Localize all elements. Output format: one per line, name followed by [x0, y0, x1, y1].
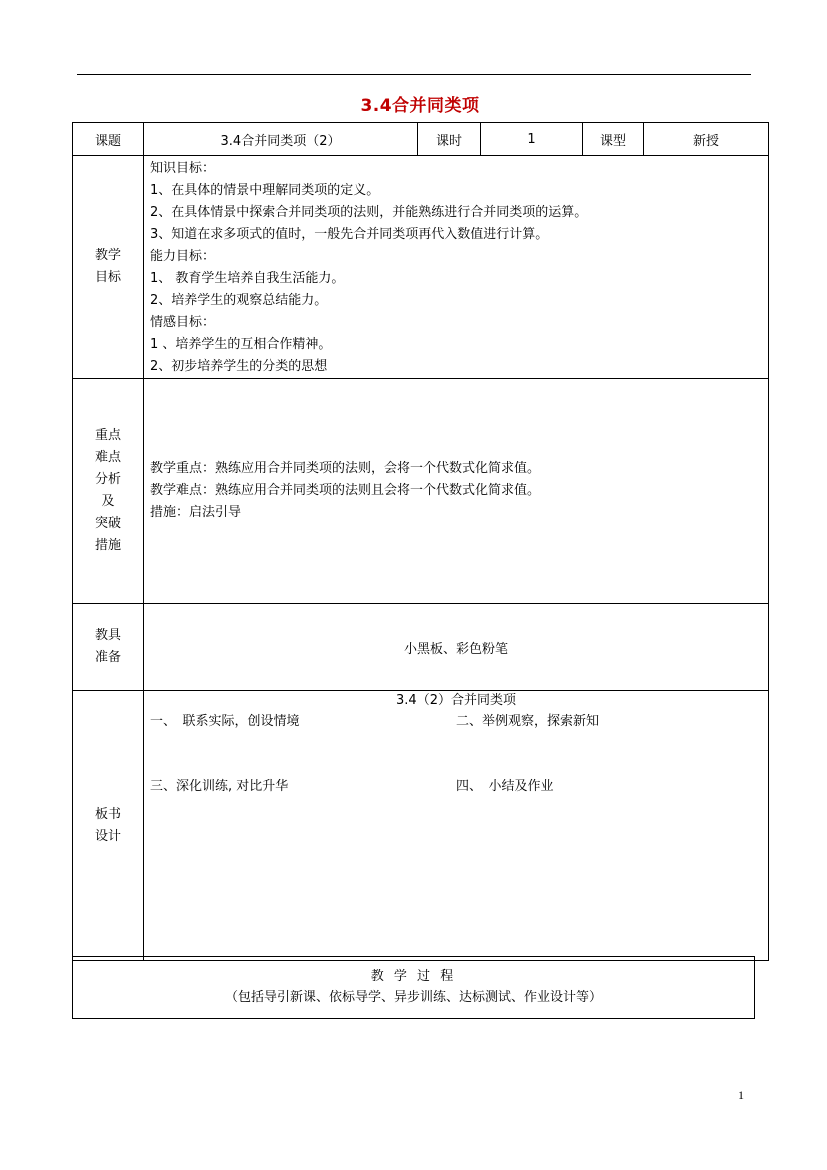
objective-line: 2、初步培养学生的分类的思想 [150, 359, 328, 374]
topic-value: 3.4合并同类项（2） [144, 123, 418, 156]
topic-label: 课题 [73, 123, 144, 156]
board-item: 二、举例观察，探索新知 [456, 714, 600, 729]
page-number: 1 [738, 1088, 744, 1102]
process-subheading: （包括导引新课、依标导学、异步训练、达标测试、作业设计等） [224, 990, 602, 1005]
board-item: 三、深化训练, 对比升华 [150, 779, 289, 794]
objective-line: 能力目标： [150, 249, 216, 264]
key-points-content [144, 379, 769, 604]
tools-label: 教具 准备 [73, 604, 144, 691]
board-content [144, 691, 769, 961]
key-points-row [73, 379, 769, 604]
objectives-content [144, 156, 769, 379]
hours-label: 课时 [418, 123, 481, 156]
objective-line: 3、知道在求多项式的值时，一般先合并同类项再代入数值进行计算。 [150, 227, 549, 242]
objective-line: 1 、培养学生的互相合作精神。 [150, 337, 332, 352]
objective-line: 1、在具体的情景中理解同类项的定义。 [150, 183, 380, 198]
objective-line: 情感目标： [150, 315, 216, 330]
tools-value: 小黑板、彩色粉笔 [144, 604, 769, 691]
board-row [73, 691, 769, 961]
board-item: 一、 联系实际，创设情境 [150, 714, 300, 729]
objective-line: 1、 教育学生培养自我生活能力。 [150, 271, 345, 286]
hours-value: 1 [481, 123, 583, 156]
board-item: 四、 小结及作业 [456, 779, 554, 794]
type-value: 新授 [644, 123, 769, 156]
board-heading: 3.4（2）合并同类项 [396, 693, 516, 708]
header-rule [77, 74, 751, 75]
teaching-process-box [72, 956, 755, 1019]
key-point-line: 教学难点：熟练应用合并同类项的法则且会将一个代数式化简求值。 [150, 483, 541, 498]
type-label: 课型 [583, 123, 644, 156]
document-title: 3.4合并同类项 [360, 96, 480, 116]
header-row [73, 123, 769, 156]
lesson-plan-table [72, 122, 769, 961]
tools-row [73, 604, 769, 691]
board-label: 板书 设计 [73, 691, 144, 961]
objective-line: 知识目标： [150, 161, 216, 176]
objectives-row [73, 156, 769, 379]
key-points-label: 重点 难点 分析 及 突破 措施 [73, 379, 144, 604]
key-point-line: 措施：启法引导 [150, 505, 242, 520]
key-point-line: 教学重点：熟练应用合并同类项的法则，会将一个代数式化简求值。 [150, 461, 541, 476]
process-heading: 教 学 过 程 [370, 969, 457, 984]
objectives-label: 教学 目标 [73, 156, 144, 379]
objective-line: 2、在具体情景中探索合并同类项的法则，并能熟练进行合并同类项的运算。 [150, 205, 588, 220]
objective-line: 2、培养学生的观察总结能力。 [150, 293, 328, 308]
